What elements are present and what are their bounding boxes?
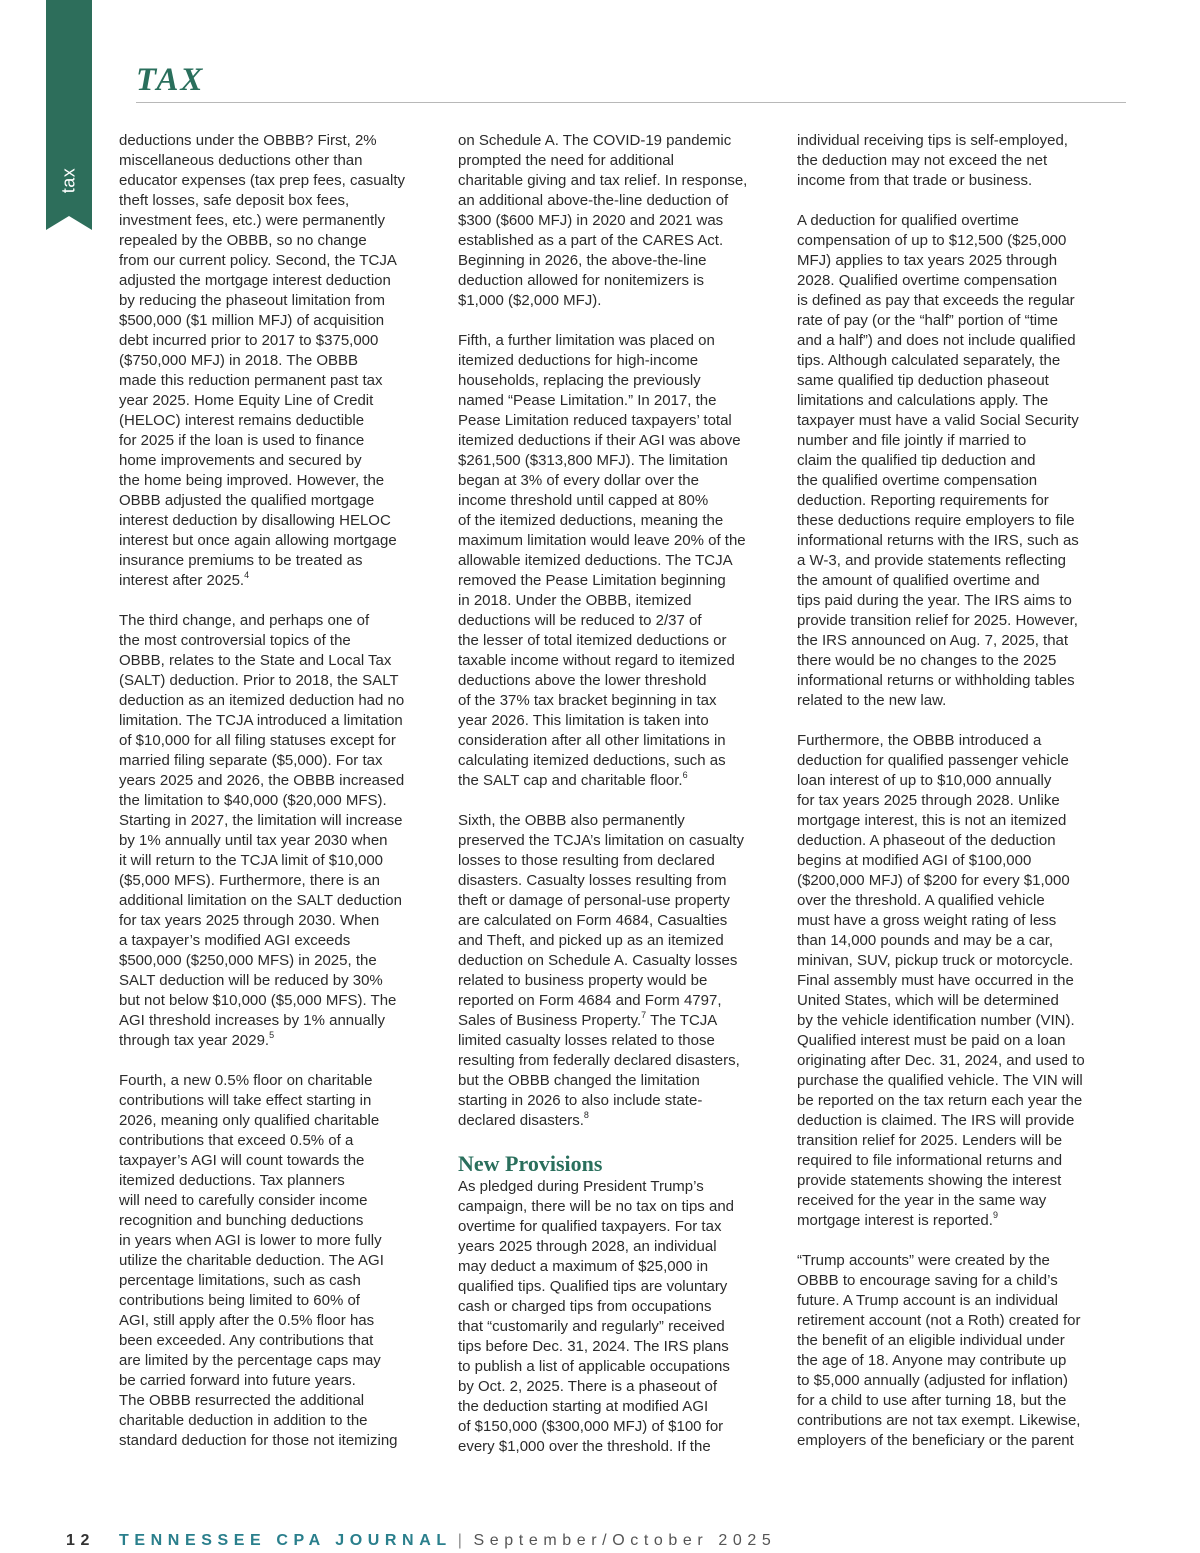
- section-tab-label: tax: [58, 167, 79, 193]
- paragraph: As pledged during President Trump’s campaign, there will be no tax on tips and overtime for qualified taxpayers. For tax years 2025 through 2028, an individual may deduct a maximum of $25,000 in qualified tips. Qualified tips are voluntary cash or charged tips from occupations that “customarily and regularly” received tips before Dec. 31, 2024. The IRS plans to publish a list of applicable occupations by Oct. 2, 2025. There is a phaseout of the deduction starting at modified AGI of $150,000 ($300,000 MFJ) of $100 for every $1,000 over the threshold. If the: [458, 1178, 734, 1455]
- article-column-1: [119, 131, 437, 1451]
- page-number: 12: [66, 1532, 95, 1549]
- footnote-ref[interactable]: 8: [583, 1110, 589, 1120]
- footnote-ref[interactable]: 9: [992, 1210, 998, 1220]
- journal-name: TENNESSEE CPA JOURNAL: [119, 1532, 452, 1549]
- paragraph: individual receiving tips is self-employed, the deduction may not exceed the net income from that trade or business.: [797, 132, 1068, 189]
- footnote-ref[interactable]: 5: [269, 1030, 275, 1040]
- footnote-ref[interactable]: 7: [641, 1010, 647, 1020]
- issue-date: September/October 2025: [473, 1532, 777, 1549]
- footnote-ref[interactable]: 6: [682, 770, 688, 780]
- paragraph: Fifth, a further limitation was placed on itemized deductions for high-income households, replacing the previously named “Pease Limitation.” In 2017, the Pease Limitation reduced taxpayers’ total itemized deductions if their AGI was above $261,500 ($313,800 MFJ). The limitation began at 3% of every dollar over the income threshold until capped at 80% of the itemized deductions, meaning the maximum limitation would leave 20% of the allowable itemized deductions. The TCJA removed the Pease Limitation beginning in 2018. Under the OBBB, itemized deductions will be reduced to 2/37 of the lesser of total itemized deductions or taxable income without regard to itemized deductions above the lower threshold of the 37% tax bracket beginning in tax year 2026. This limitation is taken into consideration after all other limitations in calculating itemized deductions, such as the SALT cap and charitable floor.$^6$: [458, 332, 746, 789]
- header-divider: [136, 102, 1126, 103]
- section-title: TAX: [136, 62, 205, 98]
- paragraph: Furthermore, the OBBB introduced a deduction for qualified passenger vehicle loan interest of up to $10,000 annually for tax years 2025 through 2028. Unlike mortgage interest, this is not an itemized deduction. A phaseout of the deduction begins at modified AGI of $100,000 ($200,000 MFJ) of $200 for every $1,000 over the threshold. A qualified vehicle must have a gross weight rating of less than 14,000 pounds and may be a car, minivan, SUV, pickup truck or motorcycle. Final assembly must have occurred in the United States, which will be determined by the vehicle identification number (VIN). Qualified interest must be paid on a loan originating after Dec. 31, 2024, and used to purchase the qualified vehicle. The VIN will be reported on the tax return each year the deduction is claimed. The IRS will provide transition relief for 2025. Lenders will be required to file informational returns and provide statements showing the interest received for the year in the same way mortgage interest is reported.$^9$: [797, 732, 1085, 1229]
- page-footer: [66, 1532, 776, 1550]
- paragraph: A deduction for qualified overtime compensation of up to $12,500 ($25,000 MFJ) applies to tax years 2025 through 2028. Qualified overtime compensation is defined as pay that exceeds the regular rate of pay (or the “half” portion of “time and a half”) and does not include qualified tips. Although calculated separately, the same qualified tip deduction phaseout limitations and calculations apply. The taxpayer must have a valid Social Security number and file jointly if married to claim the qualified tip deduction and the qualified overtime compensation deduction. Reporting requirements for these deductions require employers to file informational returns with the IRS, such as a W-3, and provide statements reflecting the amount of qualified overtime and tips paid during the year. The IRS aims to provide transition relief for 2025. However, the IRS announced on Aug. 7, 2025, that there would be no changes to the 2025 informational returns or withholding tables related to the new law.: [797, 212, 1079, 709]
- paragraph: Sixth, the OBBB also permanently preserved the TCJA’s limitation on casualty losses to those resulting from declared disasters. Casualty losses resulting from theft or damage of personal-use property are calculated on Form 4684, Casualties and Theft, and picked up as an itemized deduction on Schedule A. Casualty losses related to business property would be reported on Form 4684 and Form 4797, Sales of Business Property.$^7$ The TCJA limited casualty losses related to those resulting from federally declared disasters, but the OBBB changed the limitation starting in 2026 to also include state- declared disasters.$^8$: [458, 812, 744, 1129]
- paragraph: deductions under the OBBB? First, 2% miscellaneous deductions other than educator expenses (tax prep fees, casualty theft losses, safe deposit box fees, investment fees, etc.) were permanently repealed by the OBBB, so no change from our current policy. Second, the TCJA adjusted the mortgage interest deduction by reducing the phaseout limitation from $500,000 ($1 million MFJ) of acquisition debt incurred prior to 2017 to $375,000 ($750,000 MFJ) in 2018. The OBBB made this reduction permanent past tax year 2025. Home Equity Line of Credit (HELOC) interest remains deductible for 2025 if the loan is used to finance home improvements and secured by the home being improved. However, the OBBB adjusted the qualified mortgage interest deduction by disallowing HELOC interest but once again allowing mortgage insurance premiums to be treated as interest after 2025.$^4$: [119, 132, 405, 589]
- paragraph: The third change, and perhaps one of the most controversial topics of the OBBB, relates to the State and Local Tax (SALT) deduction. Prior to 2018, the SALT deduction as an itemized deduction had no limitation. The TCJA introduced a limitation of $10,000 for all filing statuses except for married filing separate ($5,000). For tax years 2025 and 2026, the OBBB increased the limitation to $40,000 ($20,000 MFS). Starting in 2027, the limitation will increase by 1% annually until tax year 2030 when it will return to the TCJA limit of $10,000 ($5,000 MFS). Furthermore, there is an additional limitation on the SALT deduction for tax years 2025 through 2030. When a taxpayer’s modified AGI exceeds $500,000 ($250,000 MFS) in 2025, the SALT deduction will be reduced by 30% but not below $10,000 ($5,000 MFS). The AGI threshold increases by 1% annually through tax year 2029.$^5$: [119, 612, 405, 1049]
- subheading-new-provisions: New Provisions: [458, 1151, 603, 1176]
- footnote-ref[interactable]: 4: [244, 570, 250, 580]
- article-column-2: [458, 131, 776, 1457]
- paragraph: Fourth, a new 0.5% floor on charitable contributions will take effect starting in 2026, meaning only qualified charitable contributions that exceed 0.5% of a taxpayer’s AGI will count towards the itemized deductions. Tax planners will need to carefully consider income recognition and bunching deductions in years when AGI is lower to more fully utilize the charitable deduction. The AGI percentage limitations, such as cash contributions being limited to 60% of AGI, still apply after the 0.5% floor has been exceeded. Any contributions that are limited by the percentage caps may be carried forward into future years. The OBBB resurrected the additional charitable deduction in addition to the standard deduction for those not itemizing: [119, 1072, 398, 1449]
- footer-separator: |: [457, 1532, 468, 1549]
- paragraph: on Schedule A. The COVID-19 pandemic prompted the need for additional charitable giving and tax relief. In response, an additional above-the-line deduction of $300 ($600 MFJ) in 2020 and 2021 was established as a part of the CARES Act. Beginning in 2026, the above-the-line deduction allowed for nonitemizers is $1,000 ($2,000 MFJ).: [458, 132, 748, 309]
- paragraph: “Trump accounts” were created by the OBBB to encourage saving for a child’s future. A Trump account is an individual retirement account (not a Roth) created for the benefit of an eligible individual under the age of 18. Anyone may contribute up to $5,000 annually (adjusted for inflation) for a child to use after turning 18, but the contributions are not tax exempt. Likewise, employers of the beneficiary or the parent: [797, 1252, 1081, 1449]
- article-column-3: [797, 131, 1117, 1451]
